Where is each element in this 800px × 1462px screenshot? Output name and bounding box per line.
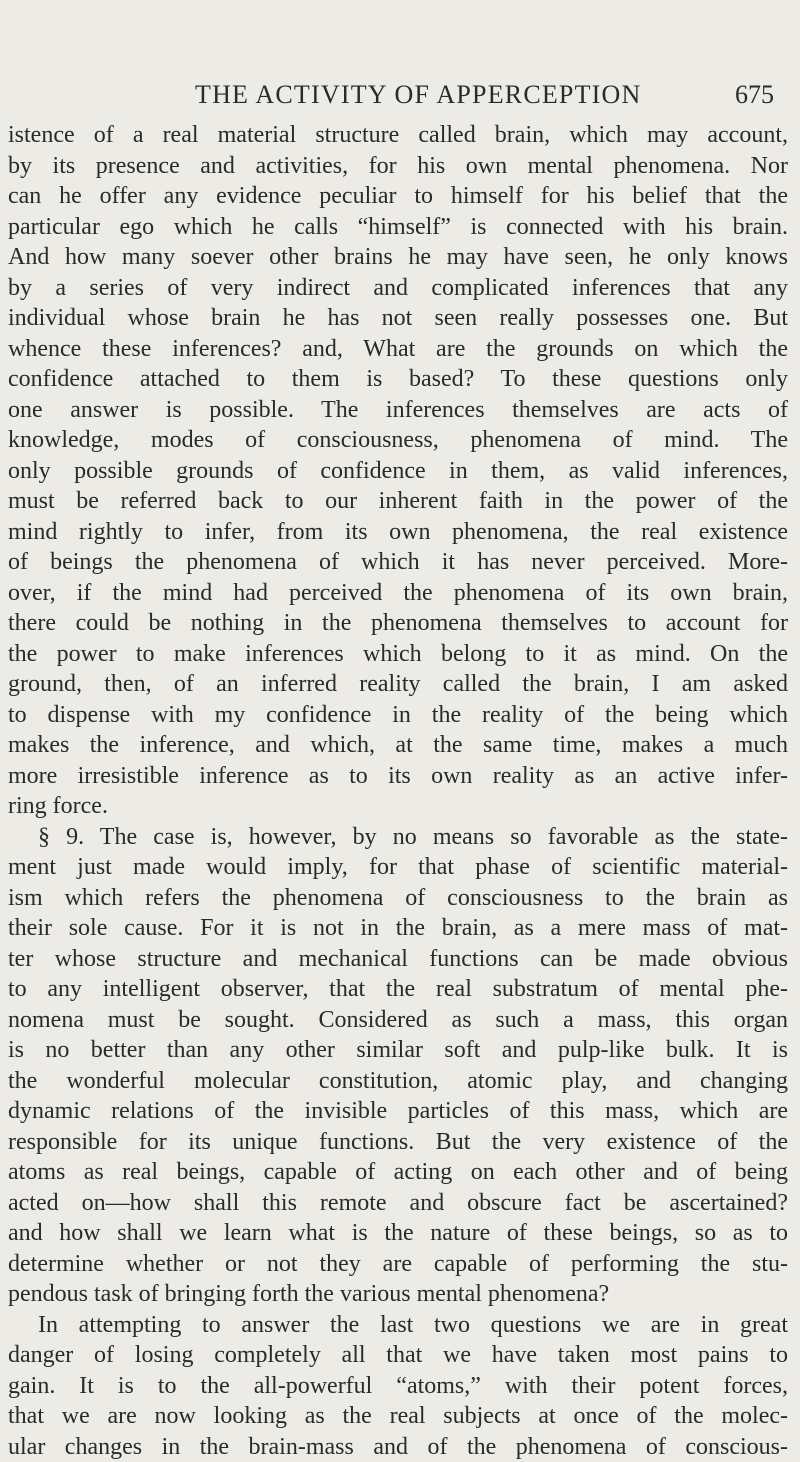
text-line: and how shall we learn what is the nature of these beings, so as to (8, 1218, 788, 1249)
text-line: makes the inference, and which, at the same time, makes a much (8, 730, 788, 761)
text-line: nomena must be sought. Considered as such a mass, this organ (8, 1005, 788, 1036)
text-line: of beings the phenomena of which it has never perceived. More- (8, 547, 788, 578)
text-line: by its presence and activities, for his own mental phenomena. Nor (8, 151, 788, 182)
text-line: to any intelligent observer, that the real substratum of mental phe- (8, 974, 788, 1005)
text-line: the wonderful molecular constitution, atomic play, and changing (8, 1066, 788, 1097)
body-text (8, 120, 788, 1462)
text-line: by a series of very indirect and complicated inferences that any (8, 273, 788, 304)
text-line: individual whose brain he has not seen really possesses one. But (8, 303, 788, 334)
text-line: ter whose structure and mechanical functions can be made obvious (8, 944, 788, 975)
text-line: gain. It is to the all-powerful “atoms,” with their potent forces, (8, 1371, 788, 1402)
text-line: And how many soever other brains he may have seen, he only knows (8, 242, 788, 273)
text-line: over, if the mind had perceived the phenomena of its own brain, (8, 578, 788, 609)
text-line: ular changes in the brain-mass and of the phenomena of conscious- (8, 1432, 788, 1462)
text-line: responsible for its unique functions. But the very existence of the (8, 1127, 788, 1158)
paragraph-end-line: pendous task of bringing forth the various mental phenomena? (8, 1279, 788, 1310)
text-line: atoms as real beings, capable of acting on each other and of being (8, 1157, 788, 1188)
text-line: particular ego which he calls “himself” is connected with his brain. (8, 212, 788, 243)
text-line: is no better than any other similar soft and pulp-like bulk. It is (8, 1035, 788, 1066)
text-line: whence these inferences? and, What are the grounds on which the (8, 334, 788, 365)
text-line: one answer is possible. The inferences themselves are acts of (8, 395, 788, 426)
text-line: confidence attached to them is based? To these questions only (8, 364, 788, 395)
text-line: determine whether or not they are capable of performing the stu- (8, 1249, 788, 1280)
text-line: only possible grounds of confidence in them, as valid inferences, (8, 456, 788, 487)
paragraph-end-line: ring force. (8, 791, 788, 822)
text-line: knowledge, modes of consciousness, phenomena of mind. The (8, 425, 788, 456)
text-line: must be referred back to our inherent faith in the power of the (8, 486, 788, 517)
text-line: dynamic relations of the invisible particles of this mass, which are (8, 1096, 788, 1127)
text-line: mind rightly to infer, from its own phenomena, the real existence (8, 517, 788, 548)
text-line: istence of a real material structure called brain, which may account, (8, 120, 788, 151)
text-line: more irresistible inference as to its own reality as an active infer- (8, 761, 788, 792)
running-head (0, 80, 800, 116)
text-line: to dispense with my confidence in the reality of the being which (8, 700, 788, 731)
page-number: 675 (735, 80, 774, 110)
section-start-line: § 9. The case is, however, by no means so favorable as the state- (8, 822, 788, 853)
text-line: ground, then, of an inferred reality called the brain, I am asked (8, 669, 788, 700)
text-line: the power to make inferences which belong to it as mind. On the (8, 639, 788, 670)
text-line: danger of losing completely all that we have taken most pains to (8, 1340, 788, 1371)
running-head-title: THE ACTIVITY OF APPERCEPTION (195, 80, 642, 110)
text-line: can he offer any evidence peculiar to himself for his belief that the (8, 181, 788, 212)
text-line: their sole cause. For it is not in the brain, as a mere mass of mat- (8, 913, 788, 944)
text-line: that we are now looking as the real subjects at once of the molec- (8, 1401, 788, 1432)
text-line: ism which refers the phenomena of consciousness to the brain as (8, 883, 788, 914)
text-line: acted on—how shall this remote and obscure fact be ascertained? (8, 1188, 788, 1219)
paragraph-start-line: In attempting to answer the last two questions we are in great (8, 1310, 788, 1341)
text-line: there could be nothing in the phenomena themselves to account for (8, 608, 788, 639)
text-line: ment just made would imply, for that phase of scientific material- (8, 852, 788, 883)
